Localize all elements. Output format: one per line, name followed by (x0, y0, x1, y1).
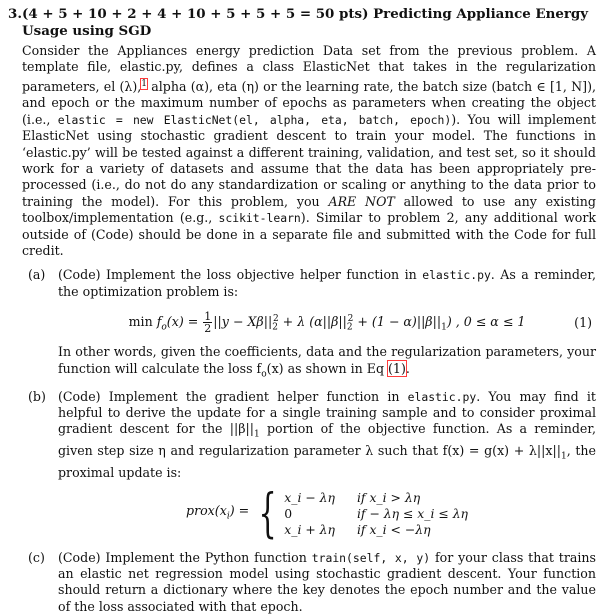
eq-l2-term: + λ (α||β|| (278, 313, 347, 329)
part-b (28, 389, 596, 546)
eq-l2-sub: 2 (346, 322, 353, 333)
part-c (28, 550, 596, 615)
part-b-text-2: . You may find it helpful to derive the update for a single training sample and to consider proximal gradient descent for the ||β|| (58, 388, 596, 437)
prox-lhs-text: prox(x (186, 502, 227, 518)
question-intro (22, 43, 596, 259)
eq-residual: ||y − Xβ|| (213, 313, 273, 329)
prox-case-2-value: 0 (284, 505, 293, 521)
intro-text-5: ). Similar to problem 2, any additional work outside of (Code) should be done in a separate file and submitted with the Code for full credit. (22, 210, 596, 259)
intro-emphasis: ARE NOT (328, 193, 395, 209)
part-b-label: (b) (28, 388, 46, 404)
left-brace-icon: { (258, 483, 277, 544)
intro-code-constructor: elastic = new ElasticNet(el, alpha, eta, batch, epoch) (57, 112, 452, 127)
proximal-update-equation (58, 483, 596, 544)
part-c-text-1: (Code) Implement the Python function (58, 549, 312, 565)
equation-reference-link[interactable]: (1) (388, 360, 406, 376)
prox-case-1-cond: if x_i > λη (356, 489, 421, 505)
eq-frac-den: 2 (204, 321, 212, 335)
intro-code-sklearn: scikit-learn (218, 211, 301, 226)
part-c-label: (c) (28, 549, 45, 565)
part-a-after-1: In other words, given the coefficients, data and the regularization parameters, your function will calculate the loss f (58, 344, 596, 376)
part-b-sub-1: 1 (253, 429, 260, 440)
question-number: 3. (8, 6, 22, 22)
part-b-text-4: , the proximal update is: (58, 443, 596, 481)
part-a (28, 267, 596, 382)
prox-lhs-sub: i (226, 511, 230, 522)
part-c-body (58, 550, 596, 615)
part-b-code: elastic.py (407, 389, 477, 404)
footnote-link[interactable]: 1 (141, 78, 148, 89)
question-heading (8, 6, 596, 40)
equation-number: (1) (574, 315, 592, 331)
part-a-text-2: . As a reminder, the optimization problem is: (58, 267, 596, 299)
part-a-code: elastic.py (422, 268, 491, 283)
intro-text-2: alpha (α), eta (η) or the learning rate, the batch size (batch ∈ [1, N]), and epoch or the maximum number of epochs as parameters when creating the object (i.e., (22, 79, 596, 127)
part-c-code: train(self, x, y) (311, 550, 431, 565)
eq-l1-term: + (1 − α)||β|| (353, 313, 442, 329)
part-c-text-2: for your class that trains an elastic net regression model using stochastic gradient descent. Your function should return a dictionary where the key denotes the epoch number and the value of the loss associated with that epoch. (58, 549, 596, 614)
part-b-sub-2: 1 (560, 451, 567, 462)
prox-case-1-value: x_i − λη (284, 489, 335, 505)
intro-text-1: Consider the Appliances energy prediction Data set from the previous problem. A template file, elastic.py, defines a class ElasticNet that takes in the regularization parameters, el (λ), (22, 43, 596, 94)
part-a-after (58, 344, 596, 382)
eq-l2-sup: 2 (347, 313, 354, 324)
part-b-body (58, 389, 596, 546)
prox-case-3-cond: if x_i < −λη (356, 521, 431, 537)
question-title: (4 + 5 + 10 + 2 + 4 + 10 + 5 + 5 + 5 = 50 pts) Predicting Appliance Energy Usage using SGD (22, 6, 589, 39)
eq-f-sub: o (161, 322, 167, 333)
eq-norm-sup: 2 (272, 313, 279, 324)
eq-frac-num: 1 (204, 309, 212, 323)
eq-x: (x) = (166, 313, 199, 329)
part-b-text-3: portion of the objective function. As a reminder, given step size η and regularization parameter λ such that f(x) = g(x) + λ||x|| (58, 421, 596, 459)
equation-1 (58, 308, 596, 338)
equation-1-formula (129, 311, 526, 336)
part-a-after-sub: o (261, 369, 267, 380)
part-a-label: (a) (28, 267, 46, 283)
eq-f: f (156, 313, 162, 329)
prox-case-2-cond: if − λη ≤ x_i ≤ λη (356, 505, 468, 521)
part-a-text-1: (Code) Implement the loss objective helper function in (58, 267, 423, 283)
intro-text-3: ). You will implement ElasticNet using stochastic gradient descent to train your model. The functions in ‘elastic.py’ will be tested against a different training, validation, and test set, so it should work for a variety of datasets and assume that the data has been appropriately pre-processed (i.e., do not do any standardization or scaling or anything to the data prior to training the model). For this problem, you (22, 111, 596, 209)
part-a-text (58, 267, 596, 300)
part-a-body (58, 267, 596, 382)
eq-norm-sub: 2 (272, 322, 278, 333)
part-a-after-2: (x) as shown in Eq (266, 360, 389, 376)
eq-min: min (128, 313, 153, 329)
part-b-text-1: (Code) Implement the gradient helper function in (58, 388, 408, 404)
prox-case-3-value: x_i + λη (284, 521, 335, 537)
prox-lhs (186, 503, 249, 525)
part-b-text (58, 389, 596, 482)
eq-l1-sub: 1 (441, 322, 447, 333)
intro-text-4: allowed to use any existing toolbox/implementation (e.g., (22, 193, 596, 226)
prox-lhs-end: ) = (229, 502, 250, 518)
prox-cases (284, 490, 468, 538)
eq-constraint: ) , 0 ≤ α ≤ 1 (446, 313, 526, 329)
part-a-after-3: . (405, 360, 410, 376)
eq-fraction (203, 311, 212, 334)
